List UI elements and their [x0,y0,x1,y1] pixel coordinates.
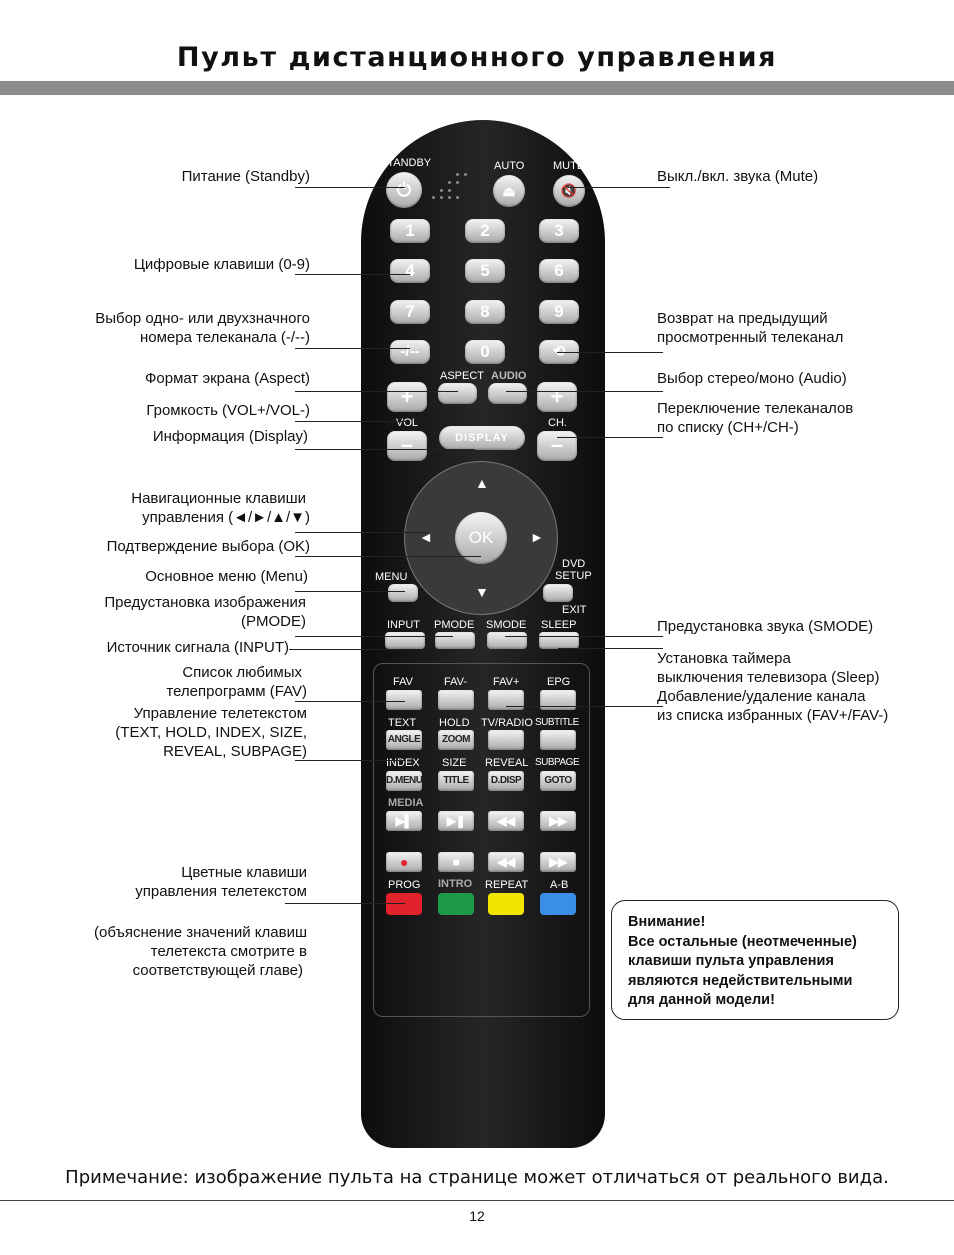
rl-pmode: PMODE [434,619,475,631]
label-standby: Питание (Standby) [181,168,310,185]
label-volume: Громкость (VOL+/VOL-) [146,402,310,419]
auto-button[interactable]: ⏏ [493,175,525,207]
vol-plus-button[interactable]: + [387,382,427,412]
label-digits: Цифровые клавиши (0-9) [133,256,310,273]
page-title: Пульт дистанционного управления [176,42,778,73]
rl-epg: EPG [547,676,571,688]
digit-0-button[interactable]: 0 [465,340,505,364]
label-tt-3: REVEAL, SUBPAGE) [163,743,307,760]
blue-button[interactable] [540,893,576,915]
rl-index: INDEX [386,757,420,769]
label-expl-1: (объяснение значений клавиш [94,924,307,941]
label-nav-2: управления (◄/►/▲/▼) [142,509,310,526]
warning-line-2: Все остальные (неотмеченные) [628,933,857,950]
ok-button[interactable]: OK [455,512,507,564]
label-favpm-2: из списка избранных (FAV+/FAV-) [657,707,889,724]
ddisp-button[interactable]: D.DISP [488,771,524,791]
rl-media: MEDIA [388,797,424,809]
green-button[interactable] [438,893,474,915]
dvd-setup-button[interactable] [543,584,573,602]
digit-9-button[interactable]: 9 [539,300,579,324]
epg-button[interactable] [540,690,576,710]
label-expl-2: телетекста смотрите в [150,943,307,960]
footer-divider [0,1200,954,1201]
ch-plus-button[interactable]: + [537,382,577,412]
label-input: Источник сигнала (INPUT) [106,639,289,656]
rl-ch: CH. [548,417,567,429]
dmenu-button[interactable]: D.MENU [386,771,422,791]
label-tt-2: (TEXT, HOLD, INDEX, SIZE, [115,724,307,741]
rl-reveal: REVEAL [485,757,529,769]
label-favpm-1: Добавление/удаление канала [657,688,866,705]
standby-button[interactable]: ⏻ [386,172,422,208]
warning-box [611,900,899,1020]
step-play-button[interactable]: ▶▌ [386,811,422,831]
label-color-1: Цветные клавиши [181,864,307,881]
rl-menu: MENU [375,571,408,583]
prev-button[interactable]: ◀◀ [488,852,524,872]
label-pmode-2: (PMODE) [241,613,306,630]
fav-minus-button[interactable] [438,690,474,710]
label-audio: Выбор стерео/моно (Audio) [657,370,847,387]
label-onetwo-2: номера телеканала (-/--) [139,329,310,346]
rewind-button[interactable]: ◀◀ [488,811,524,831]
sleep-button[interactable] [539,632,579,649]
label-nav-1: Навигационные клавиши [131,490,306,507]
recall-button[interactable]: ⟲ [539,340,579,364]
aspect-button[interactable] [438,383,477,404]
rl-subtitle: SUBTITLE [535,717,579,728]
label-recall-1: Возврат на предыдущий [657,310,828,327]
ch-minus-button[interactable]: – [537,431,577,461]
label-menu: Основное меню (Menu) [145,568,308,585]
label-display: Информация (Display) [152,428,308,445]
subtitle-button[interactable] [540,730,576,750]
rl-repeat: REPEAT [485,879,529,891]
label-expl-3: соответствующей главе) [132,962,303,979]
label-ch-2: по списку (CH+/CH-) [657,419,799,436]
rl-smode: SMODE [486,619,527,631]
label-smode: Предустановка звука (SMODE) [657,618,874,635]
nav-down-button[interactable]: ▼ [475,584,489,600]
rl-hold: HOLD [439,717,470,729]
warning-line-1: Внимание! [628,914,706,930]
footnote: Примечание: изображение пульта на странице может отличаться от реального вида. [65,1167,889,1188]
label-mute: Выкл./вкл. звука (Mute) [657,168,819,185]
digit-3-button[interactable]: 3 [539,219,579,243]
digit-7-button[interactable]: 7 [390,300,430,324]
rl-setup: SETUP [555,570,592,582]
nav-up-button[interactable]: ▲ [475,475,489,491]
yellow-button[interactable] [488,893,524,915]
label-fav-2: телепрограмм (FAV) [166,683,307,700]
dash-button[interactable]: -/-- [390,340,430,364]
rl-intro: INTRO [438,878,473,890]
nav-right-button[interactable]: ► [530,529,544,545]
digit-5-button[interactable]: 5 [465,259,505,283]
rl-subpage: SUBPAGE [535,757,580,768]
pmode-button[interactable] [435,632,475,649]
rl-vol: VOL [396,417,419,429]
warning-line-4: являются недействительными [628,972,853,989]
stop-button[interactable]: ■ [438,852,474,872]
header-bar [0,81,954,95]
digit-2-button[interactable]: 2 [465,219,505,243]
input-button[interactable] [385,632,425,649]
label-sleep-1: Установка таймера [657,650,791,667]
rl-standby: STANDBY [380,157,432,169]
rl-input: INPUT [387,619,420,631]
label-fav-1: Список любимых [182,664,302,681]
page-number: 12 [469,1208,485,1224]
vol-minus-button[interactable]: – [387,431,427,461]
mute-button[interactable]: 🔇 [553,175,585,207]
angle-button[interactable]: ANGLE [386,730,422,750]
label-recall-2: просмотренный телеканал [657,329,844,346]
label-onetwo-1: Выбор одно- или двухзначного [95,310,310,327]
rl-aspect: ASPECT [440,370,485,382]
rl-sleep: SLEEP [541,619,577,631]
red-button[interactable] [386,893,422,915]
rl-ab: A-B [550,879,569,891]
label-ch-1: Переключение телеканалов [657,400,854,417]
title-button[interactable]: TITLE [438,771,474,791]
label-tt-1: Управление телетекстом [133,705,307,722]
rl-favm: FAV- [444,676,468,688]
rl-tvradio: TV/RADIO [481,717,533,729]
tv-radio-button[interactable] [488,730,524,750]
label-aspect: Формат экрана (Aspect) [145,370,310,387]
fav-plus-button[interactable] [488,690,524,710]
display-button[interactable]: DISPLAY [439,426,525,450]
warning-line-3: клавиши пульта управления [628,953,834,969]
nav-left-button[interactable]: ◄ [419,529,433,545]
rl-auto: AUTO [494,160,525,172]
goto-button[interactable]: GOTO [540,771,576,791]
digit-6-button[interactable]: 6 [539,259,579,283]
warning-line-5: для данной модели! [628,992,775,1008]
rl-fav: FAV [393,676,413,688]
rl-exit: EXIT [562,604,587,616]
next-button[interactable]: ▶▶ [540,852,576,872]
rl-dvd: DVD [562,558,586,570]
fast-forward-button[interactable]: ▶▶ [540,811,576,831]
menu-button[interactable] [388,584,418,602]
digit-8-button[interactable]: 8 [465,300,505,324]
play-pause-button[interactable]: ▶❚ [438,811,474,831]
rl-text: TEXT [388,717,417,729]
smode-button[interactable] [487,632,527,649]
digit-4-button[interactable]: 4 [390,259,430,283]
label-ok: Подтверждение выбора (OK) [106,538,310,555]
rl-audio: AUDIO [491,370,527,382]
audio-button[interactable] [488,383,527,404]
rl-favp: FAV+ [493,676,520,688]
label-color-2: управления телетекстом [135,883,307,900]
rl-prog: PROG [388,879,421,891]
rl-size: SIZE [442,757,467,769]
zoom-button[interactable]: ZOOM [438,730,474,750]
label-pmode-1: Предустановка изображения [104,594,306,611]
record-button[interactable]: ● [386,852,422,872]
rl-mute: MUTE [553,160,585,172]
digit-1-button[interactable]: 1 [390,219,430,243]
fav-button[interactable] [386,690,422,710]
label-sleep-2: выключения телевизора (Sleep) [657,669,880,686]
